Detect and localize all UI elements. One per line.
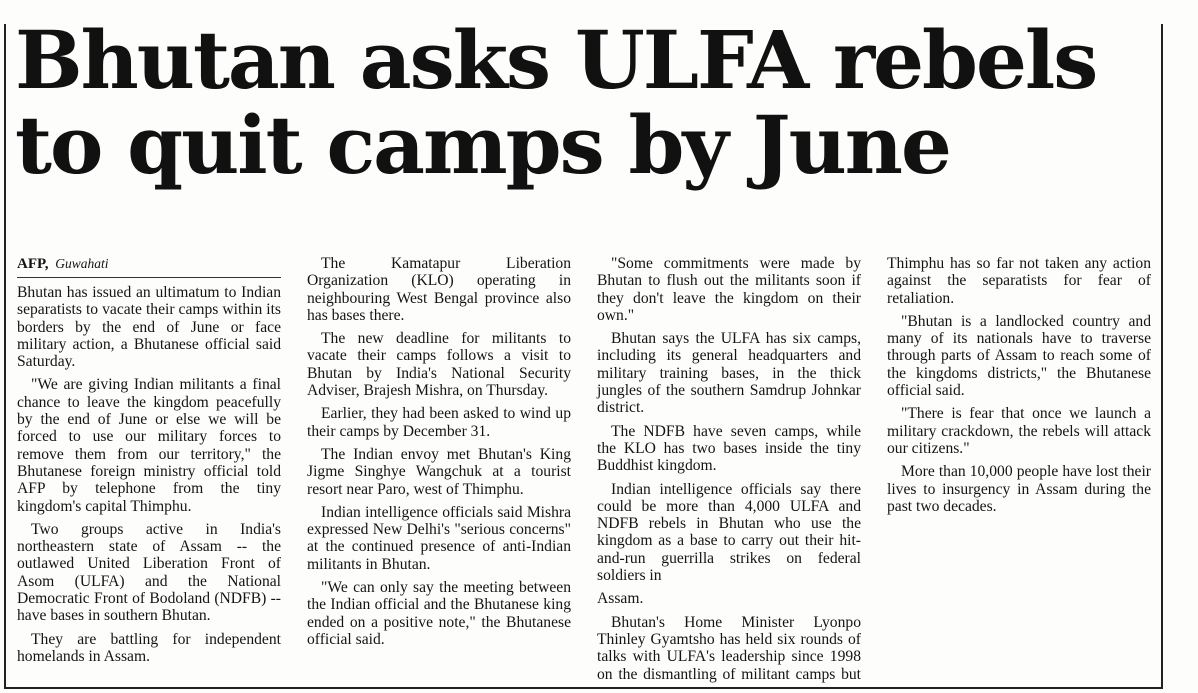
dateline (17, 255, 281, 278)
paragraph: "Bhutan is a landlocked country and many of its nationals have to traverse through parts of Assam to reach some of the kingdoms districts," the Bhutanese official said. (887, 312, 1151, 400)
paragraph: Indian intelligence officials say there could be more than 4,000 ULFA and NDFB rebels in Bhutan who use the kingdom as a base to carry out their hit-and-run guerrilla strikes on federal soldiers in (597, 480, 861, 585)
headline-line-2: to quit camps by June (15, 97, 950, 192)
paragraph: Bhutan has issued an ultimatum to Indian separatists to vacate their camps within its borders by the end of June or face military action, a Bhutanese official said Saturday. (17, 284, 281, 371)
paragraph: Bhutan says the ULFA has six camps, including its general headquarters and military training bases, in the thick jungles of the southern Samdrup Johnkar district. (597, 330, 861, 417)
dateline-city: Guwahati (55, 256, 109, 271)
paragraph: Assam. (597, 590, 644, 608)
news-agency: AFP, (17, 256, 49, 272)
paragraph: Bhutan's Home Minister Lyonpo Thinley Gyamtsho has held six rounds of talks with ULFA's leadership since 1998 on the dismantling of militant camps but Thimphu has so far not taken any action against the separatists for fear of retaliation. (597, 255, 1151, 683)
paragraph: Earlier, they had been asked to wind up their camps by December 31. (307, 405, 571, 440)
paragraph: "We are giving Indian militants a final chance to leave the kingdom peacefully by the end of June or else we will be forced to use our military forces to remove them from our territory," the Bhutanese foreign ministry official told AFP by telephone from the tiny kingdom's capital Thimphu. (17, 376, 281, 515)
paragraph: The NDFB have seven camps, while the KLO has two bases inside the tiny Buddhist kingdom. (597, 422, 861, 475)
paragraph: "We can only say the meeting between the Indian official and the Bhutanese king ended on a positive note," the Bhutanese official said. (307, 579, 571, 648)
paragraph: The new deadline for militants to vacate their camps follows a visit to Bhutan by India's National Security Adviser, Brajesh Mishra, on Thursday. (307, 330, 571, 400)
paragraph: Indian intelligence officials said Mishra expressed New Delhi's "serious concerns" at the continued presence of anti-Indian militants in Bhutan. (307, 503, 571, 573)
paragraph: Two groups active in India's northeastern state of Assam -- the outlawed United Liberation Front of Asom (ULFA) and the National Democratic Front of Bodoland (NDFB) -- have bases in southern Bhutan. (17, 520, 281, 625)
headline (15, 13, 1097, 192)
paragraph: The Indian envoy met Bhutan's King Jigme Singhye Wangchuk at a tourist resort near Paro, west of Thimphu. (307, 445, 571, 498)
article-body (17, 255, 1151, 687)
headline-line-1: Bhutan asks ULFA rebels (15, 13, 1097, 107)
paragraph: "Some commitments were made by Bhutan to flush out the militants soon if they don't leave the kingdom on their own." (597, 255, 861, 324)
paragraph: They are battling for independent homelands in Assam. (17, 630, 281, 665)
paragraph: "There is fear that once we launch a military crackdown, the rebels will attack our citizens." (887, 405, 1151, 457)
paragraph: The Kamatapur Liberation Organization (KLO) operating in neighbouring West Bengal province also has bases there. (307, 255, 571, 324)
paragraph: More than 10,000 people have lost their lives to insurgency in Assam during the past two decades. (887, 463, 1151, 515)
